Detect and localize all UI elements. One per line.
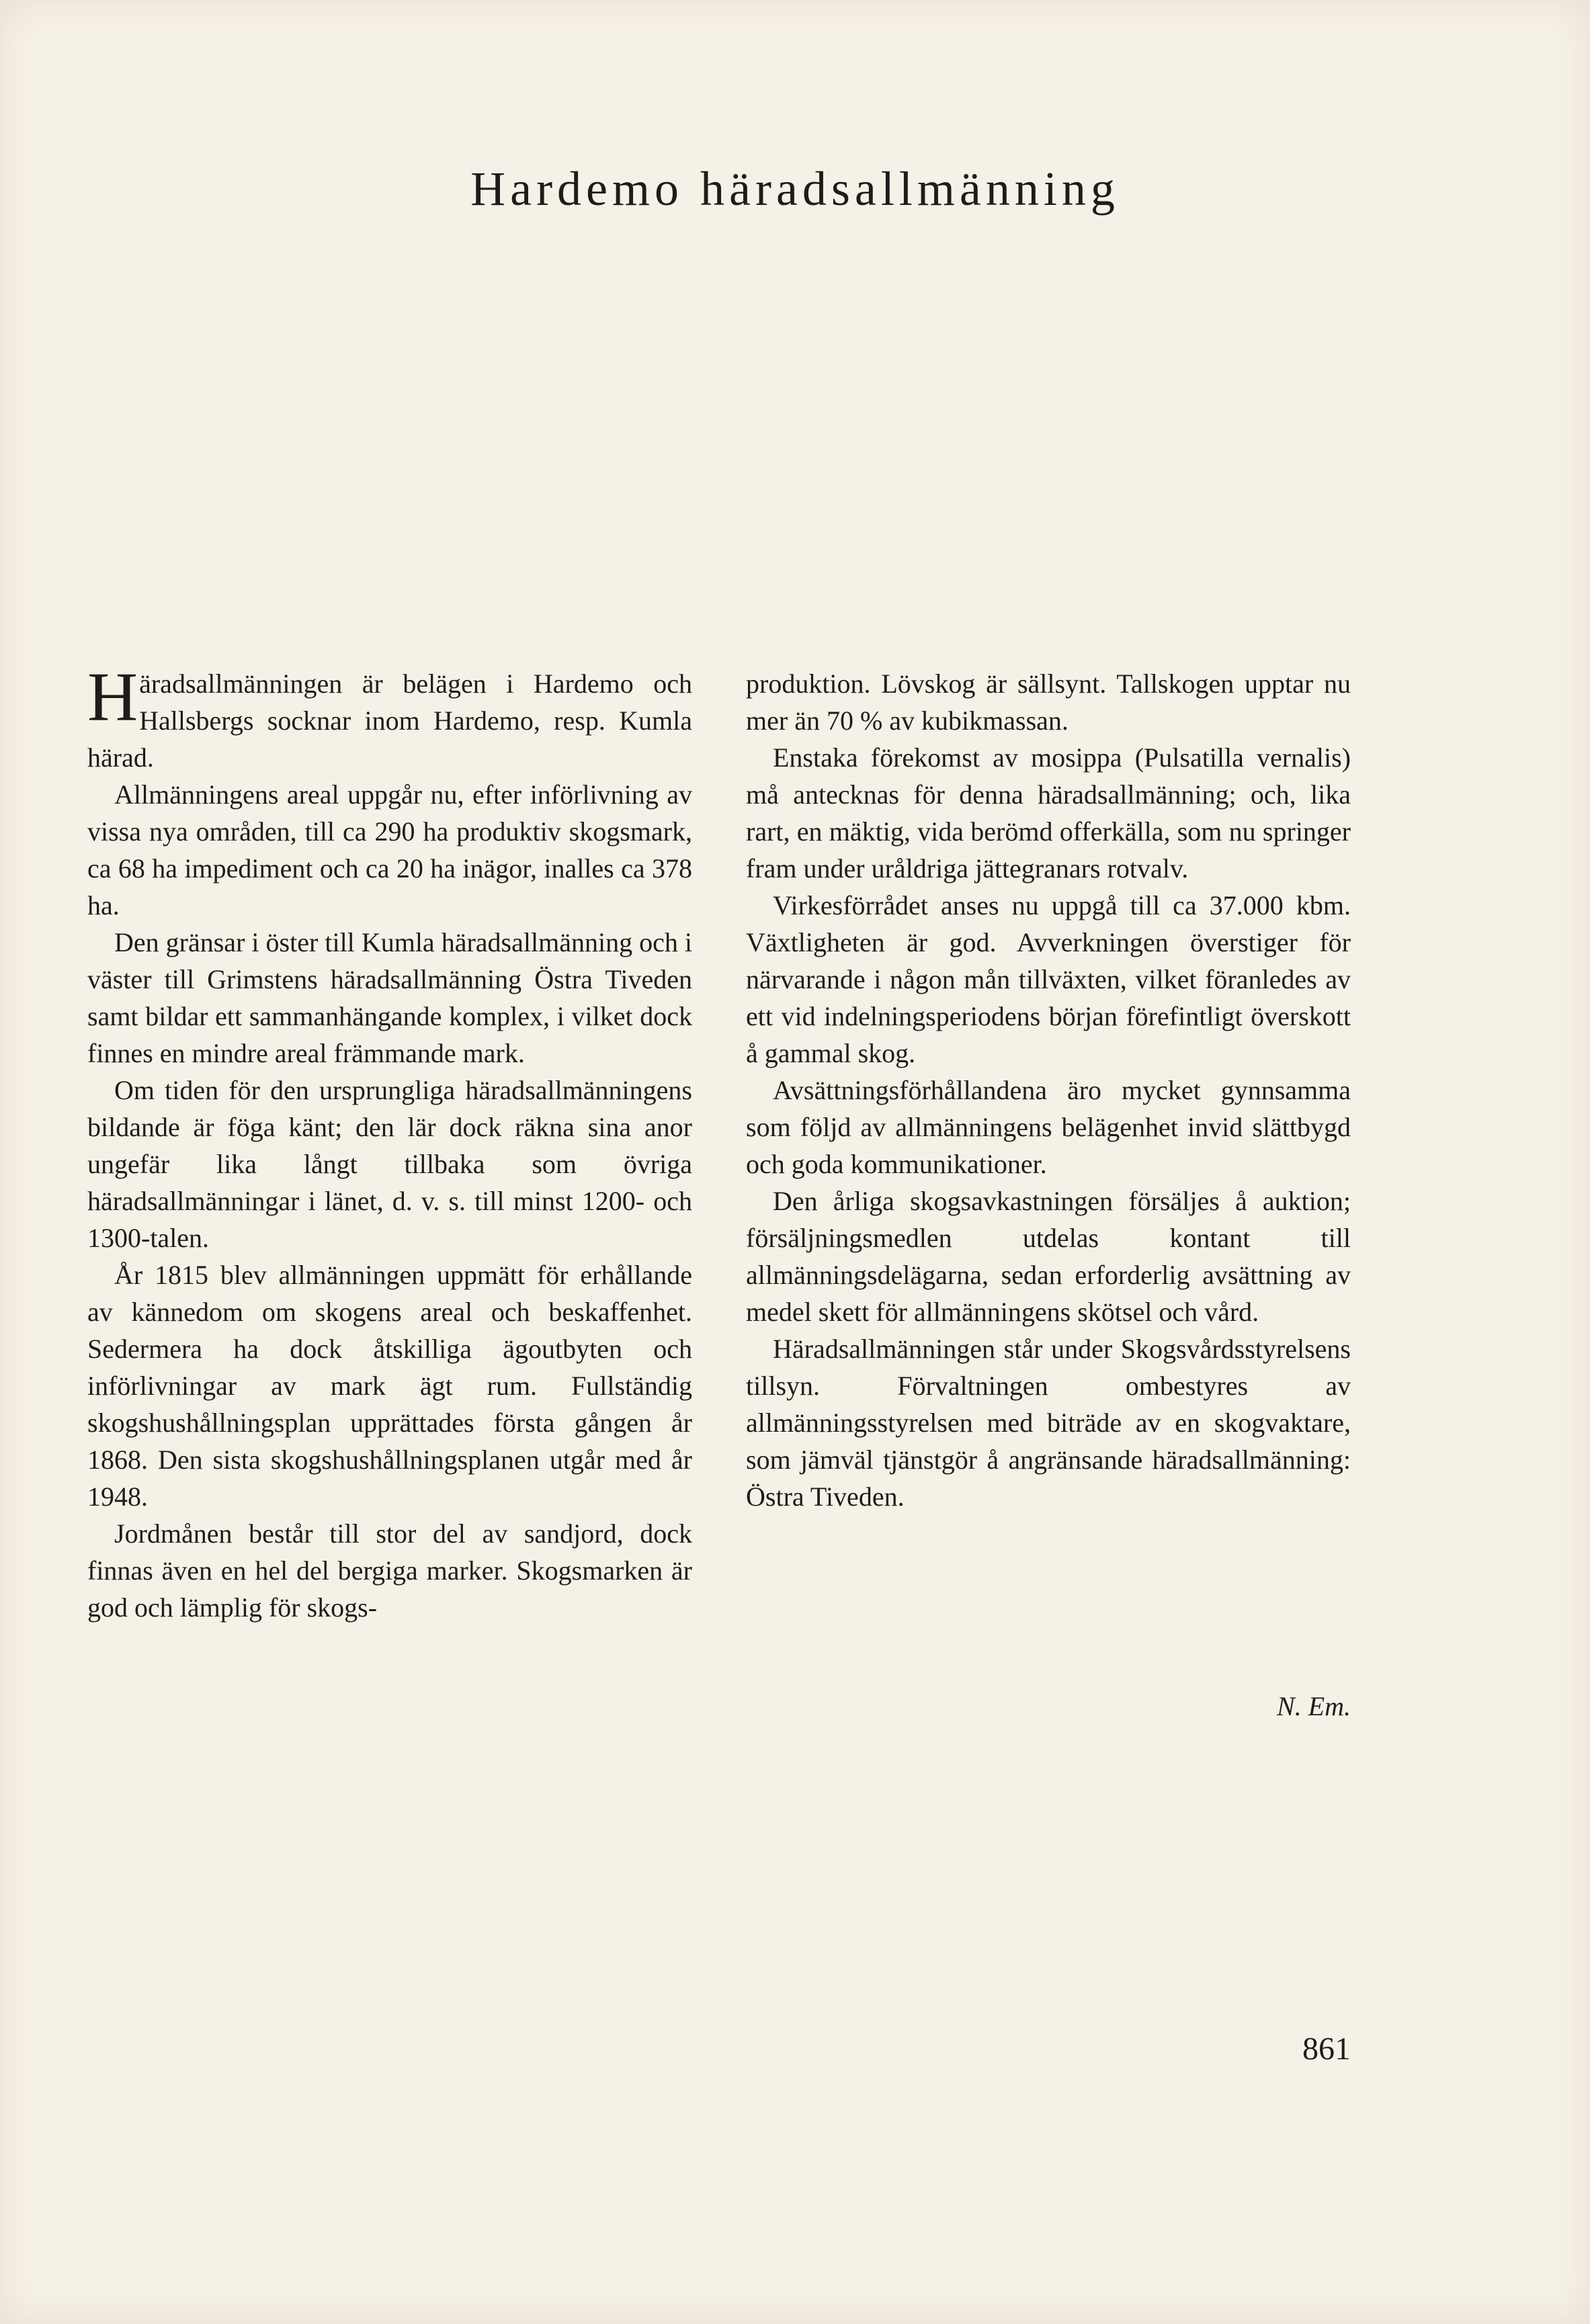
paragraph-10: Den årliga skogsavkastningen försäljes å auktion; försäljningsmedlen utdelas kontant till allmänningsdelägarna, sedan erforderlig avsättning av medel skett för allmänningens skötsel och vård. xyxy=(746,1186,1351,1327)
paragraph-8: Virkesförrådet anses nu uppgå till ca 37.000 kbm. Växtligheten är god. Avverkningen överstiger för närvarande i någon mån tillväxten, vilket föranledes av ett vid indelningsperiodens början förefintligt överskott å gammal skog. xyxy=(746,890,1351,1068)
drop-cap: H xyxy=(87,658,138,736)
paragraph-11: Häradsallmänningen står under Skogsvårdsstyrelsens tillsyn. Förvaltningen ombestyres av allmänningsstyrelsen med biträde av en skogvaktare, som jämväl tjänstgör å angränsande häradsallmänning: Östra Tiveden. xyxy=(746,1334,1351,1512)
paragraph-1 xyxy=(87,658,692,776)
page-number: 861 xyxy=(1302,2031,1351,2067)
paragraph-3: Den gränsar i öster till Kumla häradsallmänning och i väster till Grimstens häradsallmänning Östra Tiveden samt bildar ett sammanhängande komplex, i vilket dock finnes en mindre areal främmande mark. xyxy=(87,927,692,1068)
paragraph-6: Jordmånen består till stor del av sandjord, dock finnas även en hel del bergiga marker. Skogsmarken är god och lämplig för skogs- xyxy=(87,1518,692,1623)
page-title: Hardemo häradsallmänning xyxy=(470,162,1120,216)
paragraph-4: Om tiden för den ursprungliga häradsallmänningens bildande är föga känt; den lär dock räkna sina anor ungefär lika långt tillbaka som övriga häradsallmänningar i länet, d. v. s. till minst 1200- och 1300-talen. xyxy=(87,1075,692,1253)
paragraph-1-text: äradsallmänningen är belägen i Hardemo och Hallsbergs socknar inom Hardemo, resp. Kumla härad. xyxy=(87,669,692,773)
paragraph-5: År 1815 blev allmänningen uppmätt för erhållande av kännedom om skogens areal och beskaffenhet. Sedermera ha dock åtskilliga ägoutbyten och införlivningar av mark ägt rum. Fullständig skogshushållningsplan upprättades första gången år 1868. Den sista skogshushållningsplanen utgår med år 1948. xyxy=(87,1260,692,1512)
paragraph-7: Enstaka förekomst av mosippa (Pulsatilla vernalis) må antecknas för denna häradsallmänning; och, lika rart, en mäktig, vida berömd offerkälla, som nu springer fram under uråldriga jättegranars rotvalv. xyxy=(746,742,1351,884)
right-column xyxy=(746,665,1351,1515)
paragraph-6-continued: produktion. Lövskog är sällsynt. Tallskogen upptar nu mer än 70 % av kubikmassan. xyxy=(746,669,1351,736)
left-column xyxy=(87,658,692,1626)
author-signature: N. Em. xyxy=(1277,1691,1351,1721)
paragraph-2: Allmänningens areal uppgår nu, efter införlivning av vissa nya områden, till ca 290 ha produktiv skogsmark, ca 68 ha impediment och ca 20 ha inägor, inalles ca 378 ha. xyxy=(87,779,692,920)
paragraph-9: Avsättningsförhållandena äro mycket gynnsamma som följd av allmänningens belägenhet invid slättbygd och goda kommunikationer. xyxy=(746,1075,1351,1179)
